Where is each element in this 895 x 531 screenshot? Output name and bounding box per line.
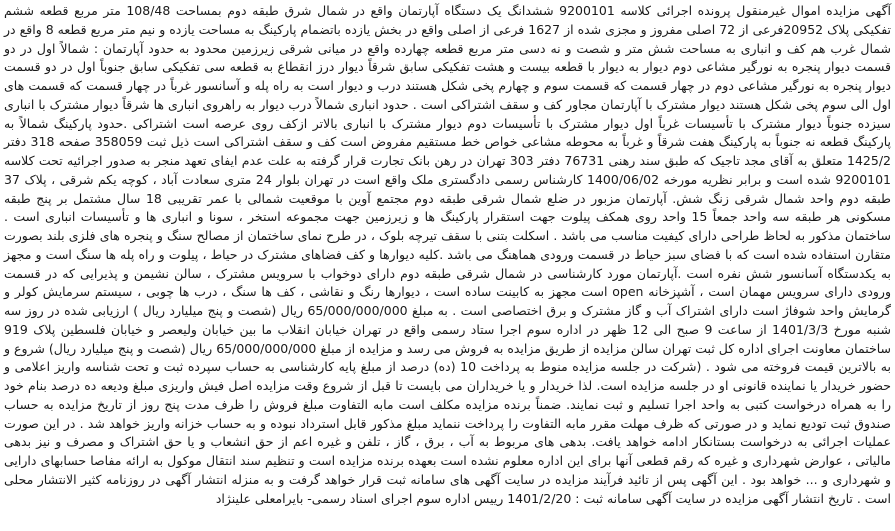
- auction-notice-text: آگهی مزایده اموال غیرمنقول پرونده اجرائی کلاسه 9200101 ششدانگ یک دستگاه آپارتمان واقع در شمال شرق طبقه دوم بمساحت 108/48 متر مربع قطعه ششم تفکیکی پلاک 20952فرعی از 72 اصلی مفروز و مجزی شده از 1627 فرعی از اصلی واقع در بخش یازده باتضمام پارکینگ به مساحت یازده و نیم متر مربع قطعه 8 واقع در شمال غرب هم کف و انباری به مساحت شش متر و شصت و نه دسی متر مربع قطعه چهارده واقع در میانی شرقی زیرزمین محدود به حدود آپارتمان : شمالاً اول در دو قسمت دیوار پنجره به نورگیر مشاعی دوم دیوار به دیوار با قطعه بیست و هشت تفکیکی سابق شرقاً دیوار درز انقطاع به قطعه سی تفکیکی سابق جنوباً اول در دو قسمت دیوار پنجره به نورگیر مشاعی دوم در چهار قسمت که قسمت سوم و چهارم پخی شکل هستند درب و دیوار است به راه پله و آسانسور غرباً در چهار قسمت که قسمت های اول الی سوم پخی شکل هستند دیوار مشترک با آپارتمان مجاور کف و سقف اشتراکی است . حدود انباری شمالاً درب دیوار به راهروی انباری ها شرقاً دیوار مشترک با انباری سیزده جنوباً دیوار مشترک با تأسیسات غرباً اول دیوار مشترک با تأسیسات دوم دیوار مشترک با انباری بالاتر ازکف روی عرصه است اشتراکی .حدود پارکینگ شمالاً به پارکینگ قطعه نه جنوباً به پارکینگ هفت شرقاً و غرباً به محوطه مشاعی خواص خط مستقیم مفروض است کف و سقف اشتراکی است ذیل ثبت 358059 صفحه 318 دفتر 1425/2 متعلق به آقای مجد تاجیک که طبق سند رهنی 76731 دفتر 303 تهران در رهن بانک تجارت قرار گرفته به علت عدم ایفای تعهد منجر به صدور اجرائیه تحت کلاسه 9200101 شده است و برابر نظریه مورخه 1400/06/02 کارشناس رسمی دادگستری ملک واقع است در تهران بلوار 24 متری سعادت آباد ، کوچه یکم شرقی ، پلاک 37 طبقه دوم واحد شمال شرقی زنگ شش. آپارتمان مزبور در ضلع شمال شرقی طبقه دوم مجتمع آوین با موقعیت شمالی با عمر تقریبی 18 سال مشتمل بر پنج طبقه مسکونی هر طبقه سه واحد جمعاً 15 واحد روی همکف پیلوت جهت استقرار پارکینگ ها و زیرزمین جهت مجموعه استخر ، سونا و انباری ها و تأسیسات انباری است . ساختمان مذکور به لحاظ طراحی دارای کیفیت مناسب می باشد . اسکلت بتنی با سقف تیرچه بلوک ، در طرح نمای ساختمان از مصالح سنگ و پنجره های فلزی بلند بصورت متقارن استفاده شده است که با فضای سبز حیاط در قسمت ورودی هماهنگ می باشد .کلیه دیوارها و کف فضاهای مشترک در حیاط ، پیلوت و راه پله ها سنگ است و مجهز به یکدستگاه آسانسور شش نفره است .آپارتمان مورد کارشناسی در شمال شرقی طبقه دوم دارای دوخواب با سرویس مشترک ، سالن نشیمن و پذیرایی که در قسمت ورودی دارای سرویس مهمان است ، آشپزخانه open است مجهز به کابینت ساده است ، دیوارها رنگ و نقاشی ، کف ها سنگ ، درب ها چوبی ، سیستم سرمایش کولر و گرمایش واحد شوفاژ است دارای اشتراک آب و گاز مشترک و برق اختصاصی است . به مبلغ 65/000/000/000 ریال (شصت و پنج میلیارد ریال ) ارزیابی شده در روز سه شنبه مورخ 1401/3/3 از ساعت 9 صبح الی 12 ظهر در اداره سوم اجرا ستاد رسمی واقع در تهران خیابان انقلاب ما بین خیابان ولیعصر و خیابان فلسطین پلاک 919 ساختمان معاونت اجرای اداره کل ثبت تهران سالن مزایده از طریق مزایده به فروش می رسد و مزایده از مبلغ 65/000/000/000 ریال (شصت و پنج میلیارد ریال) شروع و به بالاترین قیمت فروخته می شود . (شرکت در جلسه مزایده منوط به پرداخت 10 (ده) درصد از مبلغ پایه کارشناسی به حساب سپرده ثبت و تحت شناسه واریز اعلامی و حضور خریدار یا نماینده قانونی او در جلسه مزایده است. لذا خریدار و یا خریداران می بایست تا قبل از شروع وقت مزایده اصل فیش واریزی مبلغ ودیعه ده درصد بنام خود را به همراه درخواست کتبی به واحد اجرا تسلیم و ثبت نمایند. ضمناً برنده مزایده مکلف است مابه التفاوت مبلغ فروش را ظرف مدت پنج روز از تاریخ مزایده به حساب صندوق ثبت تودیع نماید و در صورتی که ظرف مهلت مقرر مابه التفاوت را پرداخت ننماید مبلغ مذکور قابل استرداد نبوده و به حساب خزانه واریز خواهد شد . در این صورت عملیات اجرائی به درخواست بستانکار ادامه خواهد یافت. بدهی های مربوط به آب ، برق ، گاز ، تلفن و غیره اعم از حق انشعاب و یا حق اشتراک و مصرف و نیز بدهی مالیاتی ، عوارض شهرداری و غیره که رقم قطعی آنها برای این اداره معلوم نشده است بعهده برنده مزایده است و تنظیم سند انتقال موکول به ارائه مفاصا حسابهای دارایی و شهرداری و ... خواهد بود . این آگهی پس از تائید فرآیند مزایده در سایت آگهی های سامانه ثبت قرار خواهد گرفت و به منزله انتشار آگهی در روزنامه کثیر الانتشار محلی است . تاریخ انتشار آگهی مزایده در سایت آگهی سامانه ثبت : 1401/2/20 رییس اداره سوم اجرای اسناد رسمی- بایرامعلی علینژاد: [4, 3, 892, 506]
